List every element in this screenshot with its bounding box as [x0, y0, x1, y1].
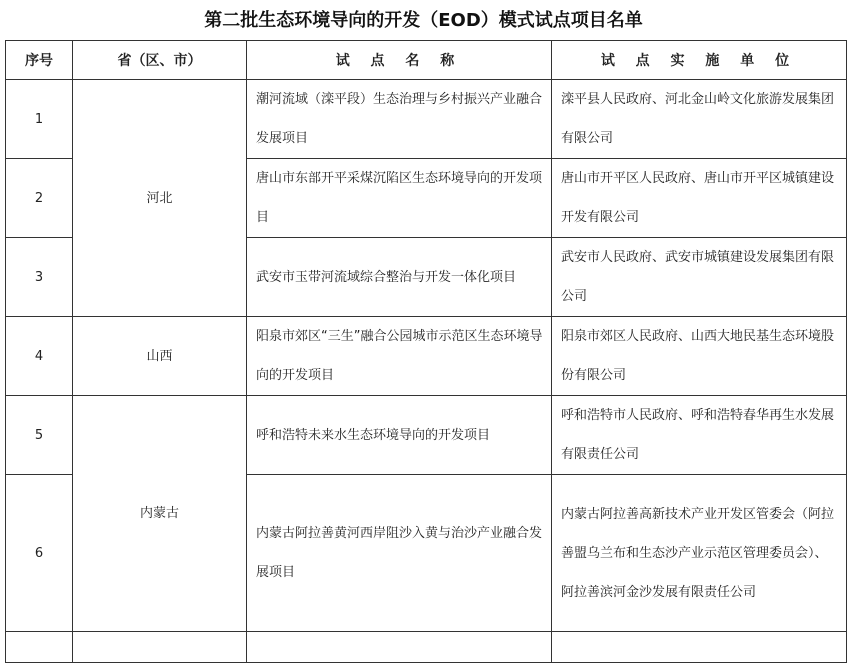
- table-row-partial: [6, 632, 847, 663]
- table-row: [6, 317, 847, 396]
- project-name: 阳泉市郊区“三生”融合公园城市示范区生态环境导向的开发项目: [247, 317, 552, 396]
- implementing-unit: 阳泉市郊区人民政府、山西大地民基生态环境股份有限公司: [552, 317, 847, 396]
- implementing-unit: 滦平县人民政府、河北金山岭文化旅游发展集团有限公司: [552, 80, 847, 159]
- header-province: 省（区、市）: [73, 41, 247, 80]
- header-implementing-unit: 试 点 实 施 单 位: [552, 41, 847, 80]
- province-cell: 河北: [73, 80, 247, 317]
- table-header-row: [6, 41, 847, 80]
- implementing-unit: 唐山市开平区人民政府、唐山市开平区城镇建设开发有限公司: [552, 159, 847, 238]
- row-no: 6: [6, 475, 73, 632]
- province-cell: 山西: [73, 317, 247, 396]
- province-cell: 内蒙古: [73, 396, 247, 632]
- project-name: 呼和浩特未来水生态环境导向的开发项目: [247, 396, 552, 475]
- header-project-name: 试 点 名 称: [247, 41, 552, 80]
- header-no: 序号: [6, 41, 73, 80]
- project-name: 潮河流域（滦平段）生态治理与乡村振兴产业融合发展项目: [247, 80, 552, 159]
- row-no: 4: [6, 317, 73, 396]
- row-no: 1: [6, 80, 73, 159]
- row-no: 3: [6, 238, 73, 317]
- row-no: 2: [6, 159, 73, 238]
- table-row: [6, 80, 847, 159]
- page-title: 第二批生态环境导向的开发（EOD）模式试点项目名单: [204, 10, 643, 31]
- pilot-project-table: [5, 40, 847, 663]
- implementing-unit: 武安市人民政府、武安市城镇建设发展集团有限公司: [552, 238, 847, 317]
- project-name: 内蒙古阿拉善黄河西岸阻沙入黄与治沙产业融合发展项目: [247, 475, 552, 632]
- table-row: [6, 396, 847, 475]
- project-name: 唐山市东部开平采煤沉陷区生态环境导向的开发项目: [247, 159, 552, 238]
- implementing-unit: 呼和浩特市人民政府、呼和浩特春华再生水发展有限责任公司: [552, 396, 847, 475]
- project-name: 武安市玉带河流域综合整治与开发一体化项目: [247, 238, 552, 317]
- implementing-unit: 内蒙古阿拉善高新技术产业开发区管委会（阿拉善盟乌兰布和生态沙产业示范区管理委员会）、阿拉善滨河金沙发展有限责任公司: [552, 475, 847, 632]
- row-no: 5: [6, 396, 73, 475]
